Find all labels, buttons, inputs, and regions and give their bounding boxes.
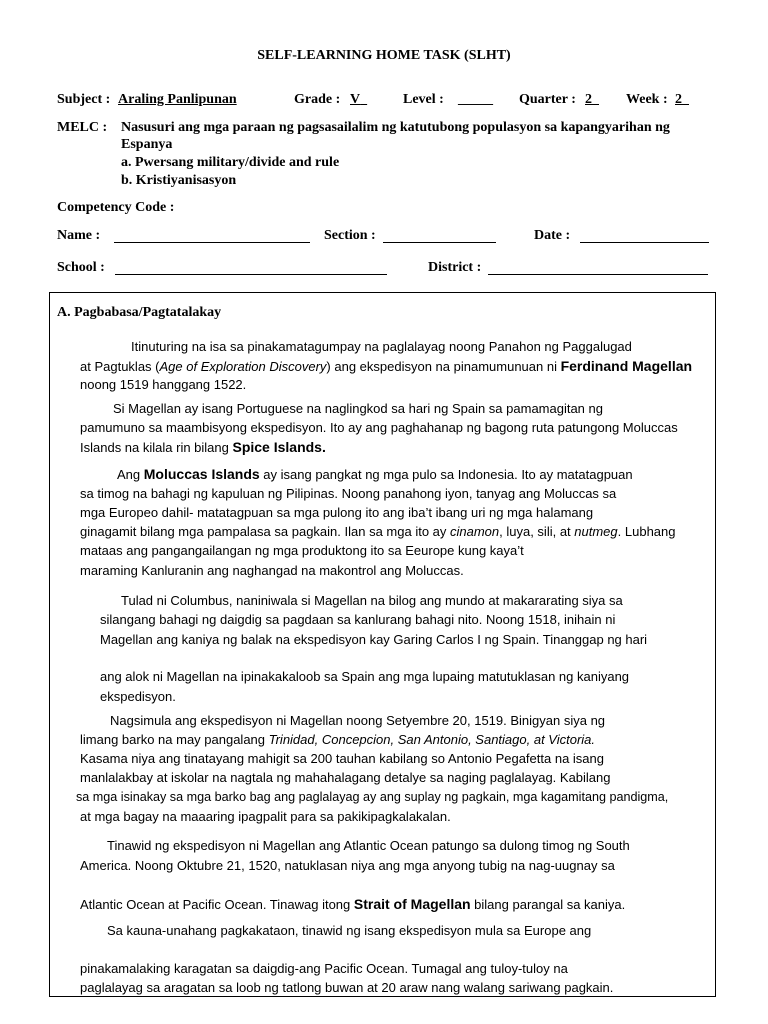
paragraph-1-line-3: noong 1519 hanggang 1522. bbox=[80, 377, 247, 392]
subject-label: Subject : bbox=[57, 92, 111, 107]
paragraph-4-line-2: silangang bahagi ng daigdig sa pagdaan sa kanlurang bahagi nito. Noong 1518, inihain ni bbox=[100, 612, 616, 627]
competency-code-label: Competency Code : bbox=[57, 200, 175, 215]
paragraph-6-line-1: Tinawid ng ekspedisyon ni Magellan ang Atlantic Ocean patungo sa dulong timog ng South bbox=[107, 838, 630, 853]
subject-value: Araling Panlipunan bbox=[118, 92, 237, 107]
grade-value: V bbox=[350, 92, 361, 107]
paragraph-3-line-2: sa timog na bahagi ng kapuluan ng Pilipinas. Noong panahong iyon, tanyag ang Moluccas sa bbox=[80, 486, 617, 501]
paragraph-1-line-1: Itinuturing na isa sa pinakamatagumpay na paglalayag noong Panahon ng Paggalugad bbox=[131, 339, 632, 354]
paragraph-2-line-1: Si Magellan ay isang Portuguese na naglingkod sa hari ng Spain sa pamamagitan ng bbox=[113, 401, 603, 416]
melc-item-a: a. Pwersang military/divide and rule bbox=[121, 155, 340, 170]
section-field[interactable] bbox=[383, 228, 496, 243]
melc-text-cont: Espanya bbox=[121, 137, 173, 152]
paragraph-6-line-3: Atlantic Ocean at Pacific Ocean. Tinawag itong Strait of Magellan bilang parangal sa kaniya. bbox=[80, 896, 626, 912]
paragraph-5-line-3: Kasama niya ang tinatayang mahigit sa 200 tauhan kabilang so Antonio Pegafetta na isang bbox=[80, 751, 604, 766]
section-heading: A. Pagbabasa/Pagtatalakay bbox=[57, 305, 222, 320]
date-label: Date : bbox=[534, 228, 571, 243]
school-label: School : bbox=[57, 260, 105, 275]
paragraph-5-line-1: Nagsimula ang ekspedisyon ni Magellan noong Setyembre 20, 1519. Binigyan siya ng bbox=[110, 713, 606, 728]
paragraph-5-line-2: limang barko na may pangalang Trinidad, Concepcion, San Antonio, Santiago, at Victoria. bbox=[80, 732, 596, 747]
page-title: SELF-LEARNING HOME TASK (SLHT) bbox=[257, 48, 511, 63]
district-field[interactable] bbox=[488, 260, 708, 275]
quarter-value: 2 bbox=[585, 92, 592, 107]
paragraph-4-line-5: ekspedisyon. bbox=[100, 689, 176, 704]
spice-islands-highlight: Spice Islands. bbox=[232, 439, 326, 455]
name-field[interactable] bbox=[114, 228, 310, 243]
melc-text: Nasusuri ang mga paraan ng pagsasailalim ng katutubong populasyon sa kapangyarihan ng bbox=[121, 120, 670, 135]
paragraph-7-line-2: pinakamalaking karagatan sa daigdig-ang Pacific Ocean. Tumagal ang tuloy-tuloy na bbox=[80, 961, 568, 976]
level-value: _____ bbox=[458, 92, 493, 107]
paragraph-1-line-2: at Pagtuklas (Age of Exploration Discovery) ang ekspedisyon na pinamumunuan ni Ferdinand Magellan bbox=[80, 358, 693, 374]
paragraph-4-line-3: Magellan ang kaniya ng balak na ekspedisyon kay Garing Carlos I ng Spain. Tinanggap ng hari bbox=[100, 632, 648, 647]
paragraph-4-line-4: ang alok ni Magellan na ipinakakaloob sa Spain ang mga lupaing matutuklasan ng kaniyang bbox=[100, 669, 630, 684]
date-field[interactable] bbox=[580, 228, 709, 243]
ferdinand-magellan-highlight: Ferdinand Magellan bbox=[560, 358, 693, 374]
school-field[interactable] bbox=[115, 260, 387, 275]
strait-of-magellan-highlight: Strait of Magellan bbox=[353, 896, 471, 912]
paragraph-5-line-5: sa mga isinakay sa mga barko bag ang paglalayag ay ang suplay ng pagkain, mga kagamitang pandigma, bbox=[76, 790, 669, 804]
paragraph-5-line-4: manlalakbay at iskolar na nagtala ng mahahalagang detalye sa naging paglalayag. Kabilang bbox=[80, 770, 611, 785]
paragraph-6-line-2: America. Noong Oktubre 21, 1520, natuklasan niya ang mga anyong tubig na nag-uugnay sa bbox=[80, 858, 615, 873]
quarter-label: Quarter : bbox=[519, 92, 576, 107]
paragraph-5-line-6: at mga bagay na maaaring ipagpalit para sa pakikipagkalakalan. bbox=[80, 809, 451, 824]
level-label: Level : bbox=[403, 92, 444, 107]
moluccas-islands-highlight: Moluccas Islands bbox=[143, 466, 260, 482]
paragraph-3-line-5: mataas ang pangangailangan ng mga produktong ito sa Eeurope kung kaya’t bbox=[80, 543, 524, 558]
melc-label: MELC : bbox=[57, 120, 108, 135]
section-label: Section : bbox=[324, 228, 376, 243]
paragraph-4-line-1: Tulad ni Columbus, naniniwala si Magellan na bilog ang mundo at makararating siya sa bbox=[121, 593, 623, 608]
district-label: District : bbox=[428, 260, 482, 275]
name-label: Name : bbox=[57, 228, 101, 243]
grade-label: Grade : bbox=[294, 92, 341, 107]
paragraph-2-line-2: pamumuno sa maambisyong ekspedisyon. Ito ay ang paghahanap ng bagong ruta patungong Moluccas bbox=[80, 420, 678, 435]
melc-item-b: b. Kristiyanisasyon bbox=[121, 173, 237, 188]
paragraph-3-line-6: maraming Kanluranin ang naghangad na makontrol ang Moluccas. bbox=[80, 563, 464, 578]
paragraph-7-line-1: Sa kauna-unahang pagkakataon, tinawid ng isang ekspedisyon mula sa Europe ang bbox=[107, 923, 592, 938]
week-label: Week : bbox=[626, 92, 668, 107]
paragraph-3-line-4: ginagamit bilang mga pampalasa sa pagkain. Ilan sa mga ito ay cinamon, luya, sili, at nutmeg. Lubhang bbox=[80, 524, 676, 539]
week-value: 2 bbox=[675, 92, 682, 107]
paragraph-2-line-3: Islands na kilala rin bilang Spice Islands. bbox=[80, 439, 326, 455]
paragraph-3-line-3: mga Europeo dahil- matatagpuan sa mga pulong ito ang iba’t ibang uri ng mga halamang bbox=[80, 505, 594, 520]
paragraph-3-line-1: Ang Moluccas Islands ay isang pangkat ng mga pulo sa Indonesia. Ito ay matatagpuan bbox=[117, 466, 633, 482]
paragraph-7-line-3: paglalayag sa aragatan sa loob ng tatlong buwan at 20 araw nang walang sariwang pagkain. bbox=[80, 980, 614, 995]
